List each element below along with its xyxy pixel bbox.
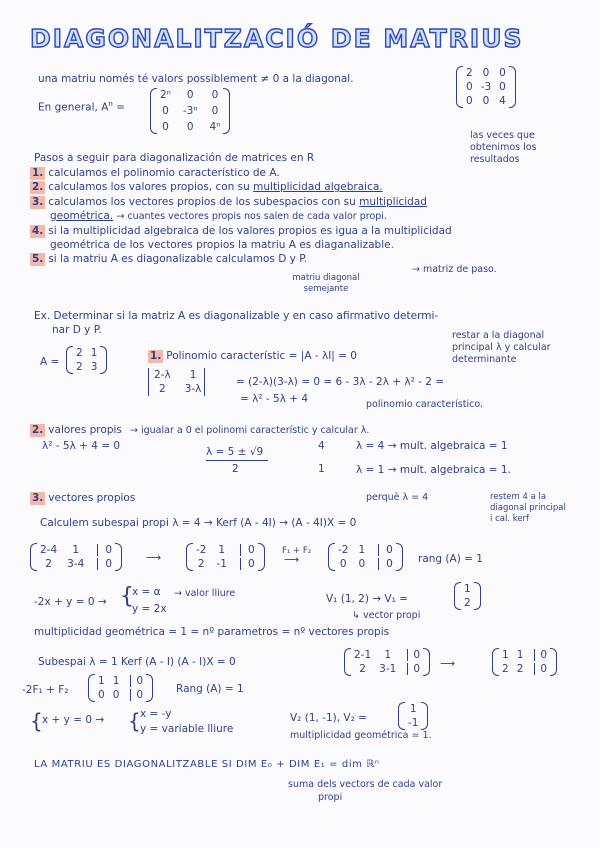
- matrix-cell: 0: [162, 105, 169, 117]
- matrix-cell: 2: [359, 663, 366, 675]
- rank-1: rang (A) = 1: [418, 553, 483, 565]
- matrix-cell: 0: [482, 67, 490, 79]
- system-2: x = -y: [140, 708, 172, 720]
- matrix-cell: 3-λ: [184, 383, 202, 395]
- matrix-cell: 0: [499, 81, 506, 93]
- sum-note: propi: [318, 792, 343, 803]
- conclusion: LA MATRIU ES DIAGONALITZABLE SI DIM E₀ + DIM E₁ = dim ℝⁿ: [34, 759, 380, 770]
- matrix-cell: 0: [136, 689, 144, 701]
- matrix-cell: 1: [72, 544, 80, 556]
- matrix-cell: 2: [197, 558, 205, 570]
- matrix-cell: 0: [105, 558, 112, 570]
- augment-bar: [378, 544, 379, 556]
- mult-1: λ = 4 → mult. algebraica = 1: [356, 440, 508, 452]
- matrix-cell: 2-1: [354, 649, 372, 661]
- why-note: perquè λ = 4: [366, 492, 429, 503]
- matrix-cell: 0: [136, 675, 144, 687]
- matrix-cell: 2: [45, 558, 52, 570]
- row-op: F₁ + F₂: [282, 546, 312, 556]
- matrix-cell: 1: [218, 544, 226, 556]
- system-1: y = 2x: [132, 603, 167, 615]
- matrix-cell: -3: [480, 81, 492, 93]
- vector-2-col: [398, 702, 428, 730]
- poly-note: polinomio característico.: [366, 399, 483, 410]
- matrix-cell: -1: [408, 717, 419, 729]
- matrix-cell: 0: [413, 663, 420, 675]
- matrix-cell: 2-λ: [154, 369, 171, 381]
- matrix-cell: 1: [90, 347, 98, 359]
- matrix-cell: 0: [98, 689, 105, 701]
- aug-matrix-6: [88, 674, 153, 702]
- matrix-cell: 4ⁿ: [209, 121, 221, 133]
- general-label: En general, $A^n$ =: [38, 100, 125, 114]
- augment-bar: [130, 675, 131, 687]
- matrix-cell: -2: [196, 544, 207, 556]
- matrix-cell: 0: [466, 81, 473, 93]
- root-1: 4: [318, 440, 325, 452]
- subspace-2: Subespai λ = 1 Kerf (A - I) (A - I)X = 0: [38, 656, 236, 668]
- row-op-2: -2F₁ + F₂: [22, 684, 69, 696]
- step-item-cont: geométrica de los vectores propios la matriu A es diaganalizable.: [50, 239, 394, 251]
- free-var-note: → valor lliure: [174, 588, 236, 599]
- intro-note: las veces que obtenimos los resultados: [470, 130, 537, 165]
- brace: {: [30, 709, 43, 733]
- matrix-cell: 0: [162, 121, 169, 133]
- matrix-cell: 3: [90, 361, 98, 373]
- matrix-a: [66, 346, 107, 374]
- aug-matrix-2: [186, 543, 265, 571]
- vector-2: V₂ (1, -1), V₂ =: [290, 712, 367, 724]
- example-statement: Ex. Determinar si la matriz A es diagonalizable y en caso afirmativo determi-: [34, 310, 439, 322]
- step-geo: geométrica. → cuantes vectores propis nos salen de cada valor propi.: [50, 210, 387, 222]
- step1-heading: 1. Polinomio característic = |A - λI| = 0: [150, 350, 357, 362]
- matrix-cell: 2: [502, 663, 509, 675]
- matrix-cell: 1: [516, 649, 524, 661]
- matrix-cell: 2: [466, 67, 473, 79]
- matrix-cell: 0: [540, 649, 548, 661]
- geo-mult: multiplicidad geométrica = 1 = nº parametros = nº vectores propis: [34, 626, 390, 638]
- aug-matrix-4: [344, 648, 430, 676]
- matrix-cell: 1: [189, 369, 197, 381]
- steps-heading: Pasos a seguir para diagonalización de matrices en R: [34, 152, 315, 164]
- page-title: DIAGONALITZACIÓ DE MATRIUS: [30, 24, 524, 53]
- vector-1-col: [454, 582, 481, 610]
- augment-bar: [97, 544, 98, 556]
- example-statement-cont: nar D y P.: [52, 324, 102, 336]
- eq-x: -2x + y = 0 →: [34, 596, 107, 608]
- root-2: 1: [318, 463, 325, 475]
- sum-note: suma dels vectors de cada valor: [288, 779, 443, 790]
- matrix-cell: 3-1: [379, 663, 397, 675]
- system-1: x = α: [132, 586, 161, 598]
- general-matrix: [150, 88, 230, 134]
- augment-bar: [240, 558, 241, 570]
- augment-bar: [130, 689, 131, 701]
- matrix-cell: 1: [384, 649, 392, 661]
- arrow: ⟶: [284, 554, 300, 566]
- geo-mult-2: multiplicidad geométrica = 1.: [290, 730, 432, 741]
- aug-matrix-1: [30, 543, 122, 571]
- step-item: 4. si la multiplicidad algebraica de los valores propios es igua a la multiplicidad: [32, 225, 452, 237]
- matrix-cell: 1: [409, 703, 417, 715]
- eq-sys-left: x + y = 0 →: [42, 714, 105, 726]
- matrix-cell: 0: [540, 663, 548, 675]
- matrix-cell: 0: [466, 95, 473, 107]
- eq-expand: = (2-λ)(3-λ) = 0 = 6 - 3λ - 2λ + λ² - 2 =: [236, 376, 445, 388]
- arrow: ⟶: [146, 552, 162, 564]
- matrix-cell: 1: [464, 583, 471, 595]
- matrix-cell: 1: [358, 544, 366, 556]
- subspace-1: Calculem subespai propi λ = 4 → Kerf (A - 4I) → (A - 4I)X = 0: [40, 517, 357, 529]
- step-item: 3. calculamos los vectores propios de los subespacios con su multiplicidad: [32, 196, 427, 208]
- matrix-cell: 0: [358, 558, 366, 570]
- matrix-cell: 0: [247, 544, 255, 556]
- d-note: matriu diagonal semejante: [292, 273, 360, 294]
- augment-bar: [407, 649, 408, 661]
- step2-note: → igualar a 0 el polinomi característic y calcular λ.: [130, 425, 370, 436]
- restem-note: restem 4 a la diagonal principal i cal. kerf: [490, 492, 566, 524]
- matrix-cell: 3-4: [67, 558, 85, 570]
- matrix-cell: 1: [98, 675, 105, 687]
- det-matrix: [148, 368, 207, 396]
- augment-bar: [534, 663, 535, 675]
- intro-line: una matriu només té valors possiblement ≠ 0 a la diagonal.: [38, 73, 354, 85]
- p-note: → matriz de paso.: [412, 264, 497, 275]
- matrix-cell: 2: [159, 383, 166, 395]
- augment-bar: [97, 558, 98, 570]
- matrix-cell: 0: [386, 558, 393, 570]
- eq-char: λ² - 5λ + 4 = 0: [42, 440, 121, 452]
- matrix-cell: 0: [186, 89, 194, 101]
- system-2: y = variable lliure: [140, 723, 234, 735]
- vector-note: ↳ vector propi: [352, 610, 421, 621]
- eq-poly: = λ² - 5λ + 4: [240, 393, 309, 405]
- mult-2: λ = 1 → mult. algebraica = 1.: [356, 464, 511, 476]
- vector-1: V₁ (1, 2) → V₁ =: [326, 593, 408, 605]
- eq-roots: λ = 5 ± √9: [206, 446, 264, 458]
- augment-bar: [534, 649, 535, 661]
- matrix-cell: 2: [76, 347, 83, 359]
- matrix-cell: 1: [112, 675, 120, 687]
- arrow: ⟶: [440, 658, 456, 670]
- step-item: 5. si la matriu A es diagonalizable calculamos D y P.: [32, 253, 308, 265]
- step-item: 2. calculamos los valores propios, con su multiplicidad algebraica.: [32, 181, 383, 193]
- matrix-cell: 0: [105, 544, 112, 556]
- matrix-cell: 4: [499, 95, 506, 107]
- matrix-cell: -2: [338, 544, 349, 556]
- matrix-cell: 0: [499, 67, 506, 79]
- matrix-cell: 0: [247, 558, 255, 570]
- aug-matrix-3: [328, 543, 403, 571]
- brace: {: [128, 709, 141, 733]
- diagonal-matrix-example: [456, 66, 516, 108]
- matrix-cell: 0: [386, 544, 393, 556]
- eq-den: 2: [232, 463, 239, 475]
- matrix-cell: 0: [112, 689, 120, 701]
- step-item: 1. calculamos el polinomio característico de A.: [32, 167, 280, 179]
- matrix-cell: 2: [76, 361, 83, 373]
- matrix-cell: 0: [413, 649, 420, 661]
- augment-bar: [407, 663, 408, 675]
- a-label: A =: [40, 356, 60, 368]
- matrix-cell: 1: [502, 649, 509, 661]
- matrix-cell: 2ⁿ: [160, 89, 171, 101]
- matrix-cell: 2: [516, 663, 524, 675]
- matrix-cell: 0: [211, 105, 219, 117]
- augment-bar: [240, 544, 241, 556]
- brace: {: [120, 584, 134, 609]
- augment-bar: [378, 558, 379, 570]
- matrix-cell: 0: [211, 89, 219, 101]
- rank-2: Rang (A) = 1: [176, 683, 244, 695]
- matrix-cell: -1: [216, 558, 227, 570]
- matrix-cell: 2: [464, 597, 471, 609]
- step1-note: restar a la diagonal principal λ y calcular determinante: [452, 330, 551, 365]
- matrix-cell: 0: [186, 121, 194, 133]
- matrix-cell: 0: [482, 95, 490, 107]
- matrix-cell: 2-4: [40, 544, 58, 556]
- matrix-cell: -3ⁿ: [182, 105, 198, 117]
- matrix-cell: 0: [339, 558, 347, 570]
- step3-heading: 3. vectores propios: [32, 492, 136, 504]
- aug-matrix-5: [492, 648, 557, 676]
- step2-heading: 2. valores propis: [32, 424, 122, 436]
